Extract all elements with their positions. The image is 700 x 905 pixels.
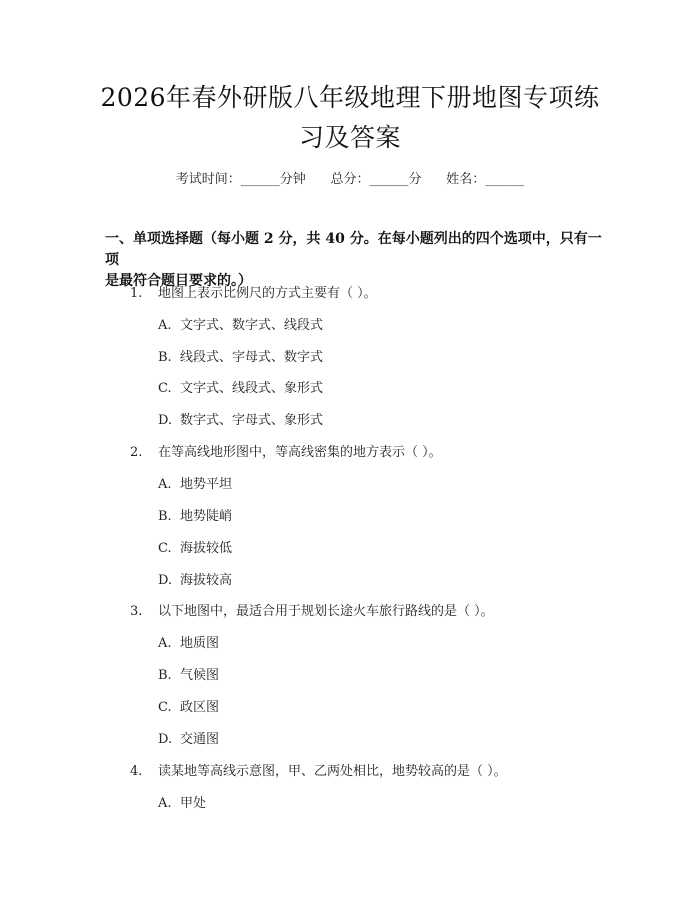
option-label: C. — [158, 700, 172, 715]
option-text: 线段式、字母式、数字式 — [180, 350, 324, 365]
option-label: D. — [158, 573, 173, 588]
option-label: C. — [158, 381, 172, 396]
option-label: A. — [158, 636, 172, 651]
option-text: 海拔较低 — [180, 541, 233, 556]
document-title — [90, 78, 610, 158]
question-3-option-d — [158, 728, 219, 747]
option-label: B. — [158, 668, 172, 683]
option-text: 气候图 — [180, 668, 220, 683]
question-1 — [130, 282, 377, 301]
question-1-option-b — [158, 346, 323, 365]
option-text: 交通图 — [180, 732, 220, 747]
title-line-2: 习及答案 — [298, 123, 401, 152]
option-text: 地势陡峭 — [180, 509, 233, 524]
question-text: 读某地等高线示意图，甲、乙两处相比，地势较高的是（ ）。 — [158, 764, 507, 779]
question-2-option-d — [158, 569, 232, 588]
option-label: A. — [158, 796, 172, 811]
option-text: 地质图 — [180, 636, 220, 651]
option-label: A. — [158, 318, 172, 333]
option-label: A. — [158, 477, 172, 492]
section-heading-line-1: 一、单项选择题（每小题 2 分，共 40 分。在每小题列出的四个选项中，只有一项 — [105, 231, 602, 268]
option-label: C. — [158, 541, 172, 556]
question-2-option-b — [158, 505, 232, 524]
question-2-option-a — [158, 473, 232, 492]
question-number: 1. — [130, 286, 143, 301]
question-1-option-d — [158, 409, 323, 428]
question-number: 2. — [130, 445, 143, 460]
exam-info-line: 考试时间：______分钟 总分：______分 姓名：______ — [175, 172, 525, 187]
question-4-option-a — [158, 792, 206, 811]
section-heading-line-2: 是最符合题目要求的。） — [105, 273, 252, 289]
option-label: D. — [158, 732, 173, 747]
question-3-option-c — [158, 696, 219, 715]
question-3 — [130, 600, 494, 619]
question-2 — [130, 441, 442, 460]
question-4 — [130, 760, 507, 779]
option-text: 政区图 — [180, 700, 220, 715]
option-label: B. — [158, 350, 172, 365]
question-2-option-c — [158, 537, 232, 556]
option-text: 数字式、字母式、象形式 — [180, 413, 324, 428]
option-label: B. — [158, 509, 172, 524]
question-text: 地图上表示比例尺的方式主要有（ ）。 — [158, 286, 377, 301]
question-number: 3. — [130, 604, 143, 619]
question-1-option-c — [158, 377, 323, 396]
option-text: 地势平坦 — [180, 477, 233, 492]
option-text: 海拔较高 — [180, 573, 233, 588]
question-text: 在等高线地形图中，等高线密集的地方表示（ ）。 — [158, 445, 442, 460]
option-label: D. — [158, 413, 173, 428]
question-text: 以下地图中，最适合用于规划长途火车旅行路线的是（ ）。 — [158, 604, 494, 619]
question-3-option-a — [158, 632, 219, 651]
option-text: 文字式、数字式、线段式 — [180, 318, 324, 333]
question-number: 4. — [130, 764, 143, 779]
title-line-1: 2026年春外研版八年级地理下册地图专项练 — [100, 83, 600, 112]
option-text: 甲处 — [180, 796, 207, 811]
question-3-option-b — [158, 664, 219, 683]
question-1-option-a — [158, 314, 323, 333]
option-text: 文字式、线段式、象形式 — [180, 381, 324, 396]
